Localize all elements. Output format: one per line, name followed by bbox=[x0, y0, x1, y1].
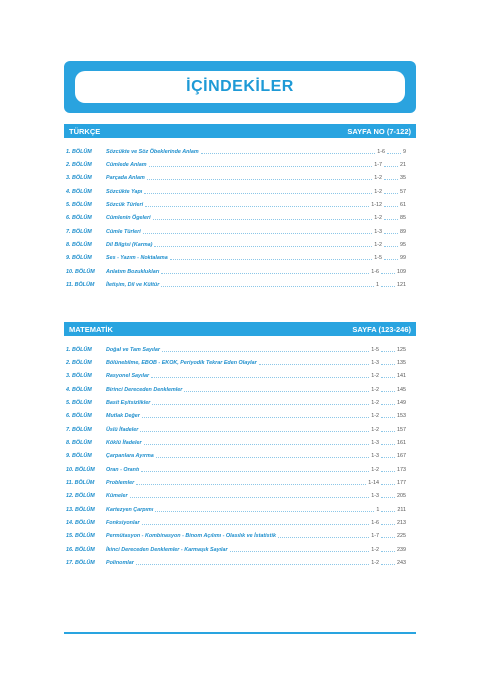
chapter-title: Çarpanlara Ayırma bbox=[106, 453, 154, 460]
toc-row[interactable] bbox=[66, 557, 406, 570]
toc-row[interactable] bbox=[66, 198, 406, 211]
toc-row[interactable] bbox=[66, 356, 406, 369]
toc-row[interactable] bbox=[66, 212, 406, 225]
dot-leader bbox=[141, 471, 369, 472]
dot-leader bbox=[136, 484, 366, 485]
chapter-number: 5. BÖLÜM bbox=[66, 400, 92, 407]
dot-leader-short bbox=[381, 391, 395, 392]
test-range: 1 bbox=[376, 282, 379, 289]
dot-leader-short bbox=[384, 193, 398, 194]
page-number: 9 bbox=[403, 148, 406, 155]
chapter-title: Bölünebilme, EBOB - EKOK, Periyodik Tekrar Eden Olaylar bbox=[106, 360, 257, 367]
turkce-header-label: TÜRKÇE bbox=[69, 126, 101, 136]
test-range: 1-3 bbox=[371, 440, 379, 447]
page-number: 213 bbox=[397, 520, 406, 527]
chapter-number: 5. BÖLÜM bbox=[66, 202, 92, 209]
chapter-number: 4. BÖLÜM bbox=[66, 188, 92, 195]
page-number: 153 bbox=[397, 413, 406, 420]
chapter-title: Kümeler bbox=[106, 493, 128, 500]
toc-row[interactable] bbox=[66, 530, 406, 543]
chapter-number: 15. BÖLÜM bbox=[66, 533, 95, 540]
toc-row[interactable] bbox=[66, 503, 406, 516]
dot-leader bbox=[152, 404, 369, 405]
test-range: 1-2 bbox=[371, 546, 379, 553]
test-range: 1-2 bbox=[374, 175, 382, 182]
matematik-page-range: SAYFA (123-246) bbox=[352, 324, 411, 334]
chapter-number: 9. BÖLÜM bbox=[66, 255, 92, 262]
page-number: 85 bbox=[400, 215, 406, 222]
test-range: 1-2 bbox=[374, 242, 382, 249]
dot-leader bbox=[201, 153, 376, 154]
chapter-title: Köklü İfadeler bbox=[106, 440, 142, 447]
test-range: 1-3 bbox=[371, 360, 379, 367]
dot-leader-short bbox=[381, 511, 395, 512]
toc-row[interactable] bbox=[66, 185, 406, 198]
toc-row[interactable] bbox=[66, 238, 406, 251]
dot-leader-short bbox=[381, 551, 395, 552]
chapter-title: Ses - Yazım - Noktalama bbox=[106, 255, 168, 262]
dot-leader bbox=[259, 364, 369, 365]
page-number: 35 bbox=[400, 175, 406, 182]
test-range: 1-2 bbox=[371, 386, 379, 393]
dot-leader bbox=[142, 524, 370, 525]
chapter-number: 17. BÖLÜM bbox=[66, 560, 95, 567]
chapter-number: 7. BÖLÜM bbox=[66, 228, 92, 235]
dot-leader-short bbox=[381, 471, 395, 472]
chapter-number: 1. BÖLÜM bbox=[66, 148, 92, 155]
test-range: 1-2 bbox=[374, 215, 382, 222]
page-number: 57 bbox=[400, 188, 406, 195]
dot-leader-short bbox=[384, 246, 398, 247]
page-number: 89 bbox=[400, 228, 406, 235]
matematik-toc-list bbox=[66, 343, 406, 570]
chapter-title: Sözcükte ve Söz Öbeklerinde Anlam bbox=[106, 148, 199, 155]
chapter-title: Fonksiyonlar bbox=[106, 520, 140, 527]
chapter-number: 10. BÖLÜM bbox=[66, 466, 95, 473]
test-range: 1-2 bbox=[371, 560, 379, 567]
chapter-title: Cümle Türleri bbox=[106, 228, 141, 235]
toc-row[interactable] bbox=[66, 252, 406, 265]
chapter-title: Polinomlar bbox=[106, 560, 134, 567]
chapter-title: Cümlede Anlam bbox=[106, 162, 147, 169]
dot-leader-short bbox=[387, 153, 401, 154]
dot-leader-short bbox=[384, 219, 398, 220]
chapter-title: Sözcük Türleri bbox=[106, 202, 144, 209]
dot-leader bbox=[184, 391, 369, 392]
bottom-divider bbox=[64, 632, 416, 634]
turkce-section-header bbox=[64, 124, 416, 138]
turkce-toc-list bbox=[66, 145, 406, 292]
toc-row[interactable] bbox=[66, 490, 406, 503]
chapter-number: 16. BÖLÜM bbox=[66, 546, 95, 553]
dot-leader-short bbox=[384, 179, 398, 180]
chapter-title: Kartezyen Çarpımı bbox=[106, 506, 154, 513]
test-range: 1-12 bbox=[371, 202, 382, 209]
test-range: 1-2 bbox=[371, 373, 379, 380]
dot-leader bbox=[161, 273, 369, 274]
dot-leader-short bbox=[381, 537, 395, 538]
page-number: 109 bbox=[397, 268, 406, 275]
dot-leader-short bbox=[381, 444, 395, 445]
turkce-page-range: SAYFA NO (7-122) bbox=[347, 126, 411, 136]
chapter-number: 11. BÖLÜM bbox=[66, 282, 95, 289]
dot-leader bbox=[278, 537, 369, 538]
dot-leader-short bbox=[381, 457, 395, 458]
page-number: 125 bbox=[397, 346, 406, 353]
toc-row[interactable] bbox=[66, 225, 406, 238]
page-number: 161 bbox=[397, 440, 406, 447]
dot-leader bbox=[142, 417, 369, 418]
chapter-title: Birinci Dereceden Denklemler bbox=[106, 386, 183, 393]
test-range: 1-5 bbox=[371, 346, 379, 353]
dot-leader-short bbox=[381, 273, 395, 274]
test-range: 1-6 bbox=[371, 520, 379, 527]
dot-leader bbox=[136, 564, 369, 565]
matematik-section-header bbox=[64, 322, 416, 336]
chapter-title: Basit Eşitsizlikler bbox=[106, 400, 151, 407]
toc-row[interactable] bbox=[66, 410, 406, 423]
page-number: 243 bbox=[397, 560, 406, 567]
toc-row[interactable] bbox=[66, 476, 406, 489]
chapter-title: İkinci Dereceden Denklemler - Karmaşık Sayılar bbox=[106, 546, 228, 553]
page-number: 135 bbox=[397, 360, 406, 367]
chapter-number: 11. BÖLÜM bbox=[66, 480, 95, 487]
chapter-title: Mutlak Değer bbox=[106, 413, 140, 420]
dot-leader-short bbox=[384, 206, 398, 207]
test-range: 1-2 bbox=[371, 400, 379, 407]
chapter-number: 8. BÖLÜM bbox=[66, 242, 92, 249]
chapter-number: 12. BÖLÜM bbox=[66, 493, 95, 500]
toc-row[interactable] bbox=[66, 463, 406, 476]
page-number: 149 bbox=[397, 400, 406, 407]
dot-leader-short bbox=[381, 351, 395, 352]
chapter-number: 3. BÖLÜM bbox=[66, 373, 92, 380]
toc-row[interactable] bbox=[66, 423, 406, 436]
page-number: 205 bbox=[397, 493, 406, 500]
title-banner bbox=[64, 61, 416, 113]
page-number: 225 bbox=[397, 533, 406, 540]
dot-leader-short bbox=[381, 524, 395, 525]
test-range: 1-3 bbox=[371, 493, 379, 500]
chapter-number: 7. BÖLÜM bbox=[66, 426, 92, 433]
chapter-title: İletişim, Dil ve Kültür bbox=[106, 282, 160, 289]
page-number: 61 bbox=[400, 202, 406, 209]
dot-leader bbox=[140, 431, 369, 432]
chapter-title: Doğal ve Tam Sayılar bbox=[106, 346, 161, 353]
dot-leader-short bbox=[381, 497, 395, 498]
page-number: 177 bbox=[397, 480, 406, 487]
toc-row[interactable] bbox=[66, 396, 406, 409]
page-number: 167 bbox=[397, 453, 406, 460]
dot-leader bbox=[161, 286, 374, 287]
toc-row[interactable] bbox=[66, 145, 406, 158]
test-range: 1-2 bbox=[371, 426, 379, 433]
toc-row[interactable] bbox=[66, 543, 406, 556]
chapter-number: 6. BÖLÜM bbox=[66, 215, 92, 222]
matematik-header-label: MATEMATİK bbox=[69, 324, 113, 334]
chapter-number: 14. BÖLÜM bbox=[66, 520, 95, 527]
test-range: 1-2 bbox=[371, 413, 379, 420]
toc-row[interactable] bbox=[66, 278, 406, 291]
test-range: 1-3 bbox=[371, 453, 379, 460]
title-inner-box bbox=[75, 71, 405, 103]
dot-leader-short bbox=[381, 377, 395, 378]
page-number: 173 bbox=[397, 466, 406, 473]
chapter-number: 2. BÖLÜM bbox=[66, 360, 92, 367]
toc-row[interactable] bbox=[66, 370, 406, 383]
chapter-number: 3. BÖLÜM bbox=[66, 175, 92, 182]
test-range: 1-2 bbox=[374, 188, 382, 195]
dot-leader bbox=[156, 457, 369, 458]
dot-leader bbox=[145, 206, 369, 207]
page-number: 21 bbox=[400, 162, 406, 169]
chapter-title: Rasyonel Sayılar bbox=[106, 373, 150, 380]
test-range: 1-7 bbox=[374, 162, 382, 169]
dot-leader bbox=[230, 551, 370, 552]
dot-leader bbox=[154, 246, 372, 247]
dot-leader bbox=[143, 233, 372, 234]
test-range: 1-14 bbox=[368, 480, 379, 487]
page-number: 211 bbox=[397, 506, 406, 513]
dot-leader bbox=[170, 259, 372, 260]
chapter-number: 8. BÖLÜM bbox=[66, 440, 92, 447]
chapter-number: 1. BÖLÜM bbox=[66, 346, 92, 353]
test-range: 1-2 bbox=[371, 466, 379, 473]
chapter-title: Permütasyon - Kombinasyon - Binom Açılımı - Olasılık ve İstatistik bbox=[106, 533, 276, 540]
chapter-title: Problemler bbox=[106, 480, 135, 487]
dot-leader-short bbox=[381, 404, 395, 405]
page-number: 141 bbox=[397, 373, 406, 380]
test-range: 1 bbox=[376, 506, 380, 513]
dot-leader-short bbox=[381, 431, 395, 432]
chapter-number: 13. BÖLÜM bbox=[66, 506, 95, 513]
page-number: 239 bbox=[397, 546, 406, 553]
dot-leader-short bbox=[384, 259, 398, 260]
dot-leader-short bbox=[384, 166, 398, 167]
toc-row[interactable] bbox=[66, 450, 406, 463]
page-number: 95 bbox=[400, 242, 406, 249]
dot-leader-short bbox=[381, 286, 395, 287]
chapter-number: 4. BÖLÜM bbox=[66, 386, 92, 393]
chapter-number: 2. BÖLÜM bbox=[66, 162, 92, 169]
dot-leader-short bbox=[384, 233, 398, 234]
dot-leader-short bbox=[381, 417, 395, 418]
test-range: 1-3 bbox=[374, 228, 382, 235]
test-range: 1-6 bbox=[371, 268, 379, 275]
test-range: 1-5 bbox=[374, 255, 382, 262]
page-number: 99 bbox=[400, 255, 406, 262]
dot-leader bbox=[144, 193, 372, 194]
dot-leader-short bbox=[381, 364, 395, 365]
page-number: 157 bbox=[397, 426, 406, 433]
chapter-title: Cümlenin Ögeleri bbox=[106, 215, 151, 222]
dot-leader-short bbox=[381, 484, 395, 485]
dot-leader bbox=[144, 444, 370, 445]
page-number: 145 bbox=[397, 386, 406, 393]
toc-row[interactable] bbox=[66, 265, 406, 278]
toc-row[interactable] bbox=[66, 158, 406, 171]
chapter-title: Parçada Anlam bbox=[106, 175, 145, 182]
dot-leader bbox=[151, 377, 369, 378]
chapter-title: Sözcükte Yapı bbox=[106, 188, 143, 195]
test-range: 1-6 bbox=[377, 148, 385, 155]
dot-leader bbox=[149, 166, 373, 167]
dot-leader bbox=[147, 179, 372, 180]
toc-row[interactable] bbox=[66, 343, 406, 356]
chapter-number: 6. BÖLÜM bbox=[66, 413, 92, 420]
chapter-number: 10. BÖLÜM bbox=[66, 268, 95, 275]
chapter-number: 9. BÖLÜM bbox=[66, 453, 92, 460]
toc-row[interactable] bbox=[66, 383, 406, 396]
chapter-title: Üslü İfadeler bbox=[106, 426, 139, 433]
chapter-title: Dil Bilgisi (Karma) bbox=[106, 242, 153, 249]
toc-row[interactable] bbox=[66, 436, 406, 449]
toc-row[interactable] bbox=[66, 516, 406, 529]
chapter-title: Anlatım Bozuklukları bbox=[106, 268, 160, 275]
chapter-title: Oran - Orantı bbox=[106, 466, 140, 473]
dot-leader bbox=[130, 497, 370, 498]
dot-leader bbox=[153, 219, 373, 220]
dot-leader bbox=[162, 351, 369, 352]
dot-leader bbox=[155, 511, 374, 512]
page-title: İÇİNDEKİLER bbox=[186, 78, 294, 95]
toc-row[interactable] bbox=[66, 172, 406, 185]
page-number: 121 bbox=[397, 282, 406, 289]
test-range: 1-7 bbox=[371, 533, 379, 540]
dot-leader-short bbox=[381, 564, 395, 565]
